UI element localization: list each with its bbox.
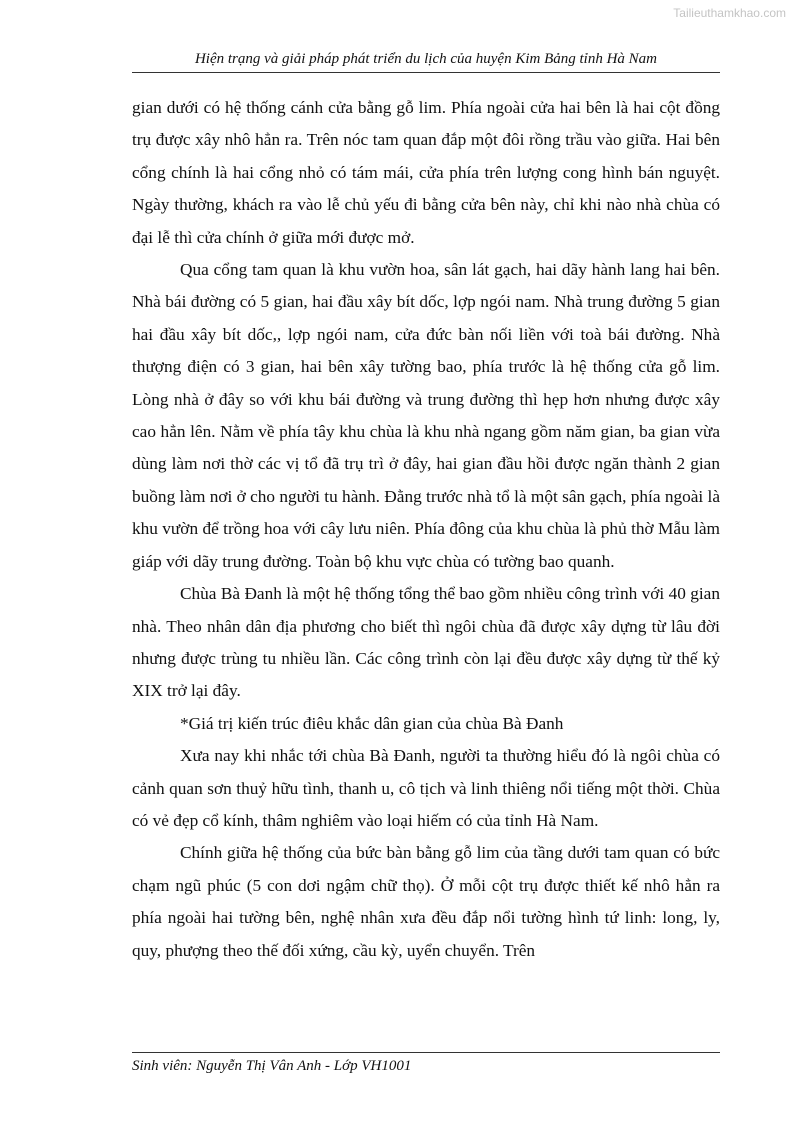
paragraph: Xưa nay khi nhắc tới chùa Bà Đanh, người ta thường hiểu đó là ngôi chùa có cảnh quan sơn thuỷ hữu tình, thanh u, cô tịch và linh thiêng nổi tiếng một thời. Chùa có vẻ đẹp cổ kính, thâm nghiêm vào loại hiếm có của tỉnh Hà Nam. xyxy=(132,746,720,830)
watermark: Tailieuthamkhao.com xyxy=(673,6,786,20)
paragraph: Qua cổng tam quan là khu vườn hoa, sân lát gạch, hai dãy hành lang hai bên. Nhà bái đường có 5 gian, hai đầu xây bít dốc, lợp ngói nam. Nhà trung đường 5 gian hai đầu xây bít dốc,, lợp ngói nam, cửa đức bàn nối liền với toà bái đường. Nhà thượng điện có 3 gian, hai bên xây tường bao, phía trước là hệ thống cửa gỗ lim. Lòng nhà ở đây so với khu bái đường và trung đường thì hẹp hơn nhưng được xây cao hẳn lên. Nằm về phía tây khu chùa là khu nhà ngang gồm năm gian, ba gian vừa dùng làm nơi thờ các vị tổ đã trụ trì ở đây, hai gian đầu hồi được ngăn thành 2 gian buồng làm nơi ở cho người tu hành. Đằng trước nhà tổ là một sân gạch, phía ngoài là khu vườn để trồng hoa với cây lưu niên. Phía đông của khu chùa là phủ thờ Mẫu làm giáp với dãy trung đường. Toàn bộ khu vực chùa có tường bao quanh. xyxy=(132,260,721,571)
running-header: Hiện trạng và giải pháp phát triển du lịch của huyện Kim Bảng tỉnh Hà Nam xyxy=(194,51,658,67)
body-text xyxy=(132,92,720,967)
running-footer: Sinh viên: Nguyễn Thị Vân Anh - Lớp VH1001 xyxy=(132,1058,412,1074)
header-rule xyxy=(132,72,720,73)
paragraph: Chính giữa hệ thống của bức bàn bằng gỗ lim của tầng dưới tam quan có bức chạm ngũ phúc (5 con dơi ngậm chữ thọ). Ở mỗi cột trụ được thiết kế nhô hẳn ra phía ngoài hai tường bên, nghệ nhân xưa đều đắp nổi tường hình tứ linh: long, ly, quy, phượng theo thế đối xứng, cầu kỳ, uyển chuyển. Trên xyxy=(132,843,720,960)
footer-rule xyxy=(132,1052,720,1053)
paragraph: Chùa Bà Đanh là một hệ thống tổng thể bao gồm nhiều công trình với 40 gian nhà. Theo nhân dân địa phương cho biết thì ngôi chùa đã được xây dựng từ lâu đời nhưng được trùng tu nhiều lần. Các công trình còn lại đều được xây dựng từ thế kỷ XIX trở lại đây. xyxy=(132,584,720,701)
section-heading: *Giá trị kiến trúc điêu khắc dân gian của chùa Bà Đanh xyxy=(180,713,564,733)
paragraph: gian dưới có hệ thống cánh cửa bằng gỗ lim. Phía ngoài cửa hai bên là hai cột đồng trụ được xây nhô hẳn ra. Trên nóc tam quan đắp một đôi rồng trầu vào giữa. Hai bên cổng chính là hai cổng nhỏ có tám mái, cửa phía trên lượng cong hình bán nguyệt. Ngày thường, khách ra vào lễ chủ yếu đi bằng cửa bên này, chỉ khi nào nhà chùa có đại lễ thì cửa chính ở giữa mới được mở. xyxy=(132,98,720,247)
